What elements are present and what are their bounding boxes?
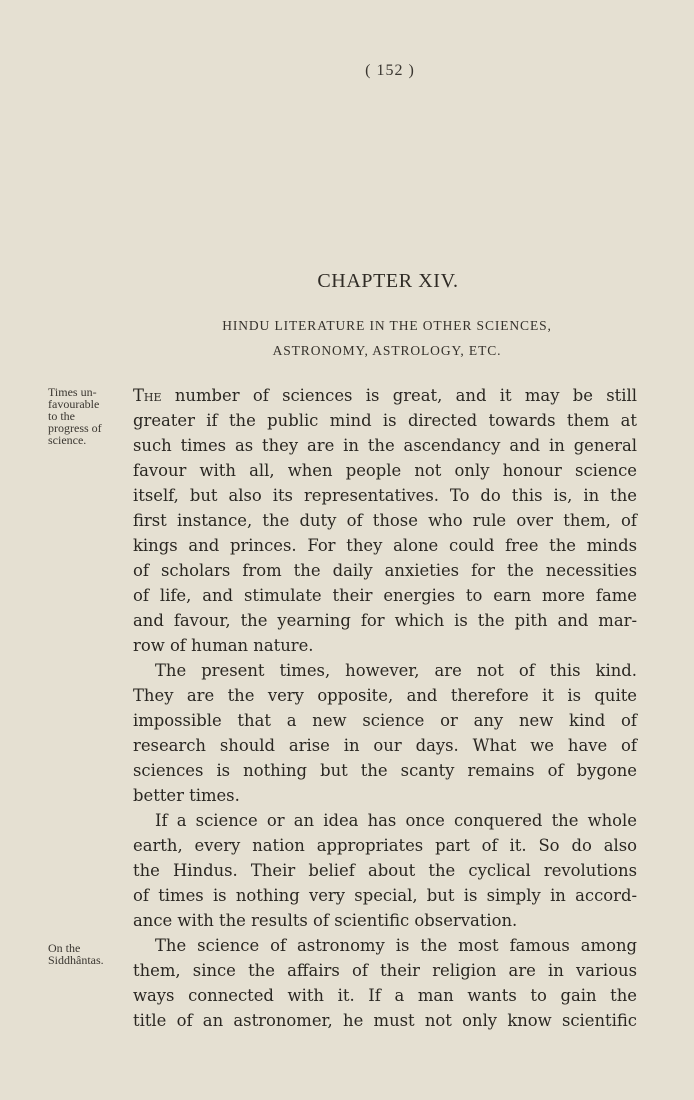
text-line: them, since the affairs of their religion are in various	[133, 961, 637, 980]
text-line: kings and princes. For they alone could free the minds	[133, 536, 637, 555]
text-line: better times.	[133, 786, 240, 805]
margin-note-line: Times un-	[48, 385, 97, 399]
chapter-title: CHAPTER XIV.	[317, 270, 459, 292]
text-line: the Hindus. Their belief about the cyclical revolutions	[133, 861, 637, 880]
text-line: earth, every nation appropriates part of it. So do also	[133, 836, 637, 855]
text-line: impossible that a new science or any new kind of	[133, 711, 637, 730]
text-line: of scholars from the daily anxieties for the necessities	[133, 561, 637, 580]
text-line: sciences is nothing but the scanty remains of bygone	[133, 761, 637, 780]
text-line: They are the very opposite, and therefore it is quite	[133, 686, 637, 705]
chapter-subtitle-line-1: HINDU LITERATURE IN THE OTHER SCIENCES,	[222, 318, 552, 333]
text-line: The present times, however, are not of this kind.	[155, 661, 637, 680]
text-line	[133, 383, 637, 408]
margin-note-line: On the	[48, 941, 81, 955]
lead-word: The	[133, 386, 162, 405]
text-line: title of an astronomer, he must not only know scientific	[133, 1011, 637, 1030]
text-line: research should arise in our days. What we have of	[133, 736, 637, 755]
margin-note-siddhantas	[48, 942, 133, 966]
margin-note-line: to the	[48, 409, 75, 423]
text-line: and favour, the yearning for which is the pith and mar-	[133, 611, 637, 630]
text-line: of times is nothing very special, but is simply in accord-	[133, 886, 637, 905]
text-line: If a science or an idea has once conquered the whole	[155, 811, 637, 830]
margin-note-line: Siddhântas.	[48, 953, 104, 967]
margin-note-line: favourable	[48, 397, 100, 411]
text-line: greater if the public mind is directed towards them at	[133, 411, 637, 430]
text-line-rest: number of sciences is great, and it may be still	[161, 386, 637, 405]
chapter-subtitle-line-2: ASTRONOMY, ASTROLOGY, ETC.	[272, 343, 502, 358]
text-line: ance with the results of scientific observation.	[133, 911, 518, 930]
page-number: ( 152 )	[365, 62, 415, 79]
text-line: such times as they are in the ascendancy and in general	[133, 436, 637, 455]
text-line: itself, but also its representatives. To do this is, in the	[133, 486, 637, 505]
text-line: first instance, the duty of those who rule over them, of	[133, 511, 637, 530]
text-line: row of human nature.	[133, 636, 314, 655]
text-line: of life, and stimulate their energies to earn more fame	[133, 586, 637, 605]
text-line: ways connected with it. If a man wants to gain the	[133, 986, 637, 1005]
margin-note-times-unfavourable	[48, 386, 133, 446]
body-text	[133, 383, 637, 1033]
text-line: favour with all, when people not only honour science	[133, 461, 637, 480]
margin-note-line: progress of	[48, 421, 102, 435]
margin-note-line: science.	[48, 433, 87, 447]
text-line: The science of astronomy is the most famous among	[155, 936, 637, 955]
